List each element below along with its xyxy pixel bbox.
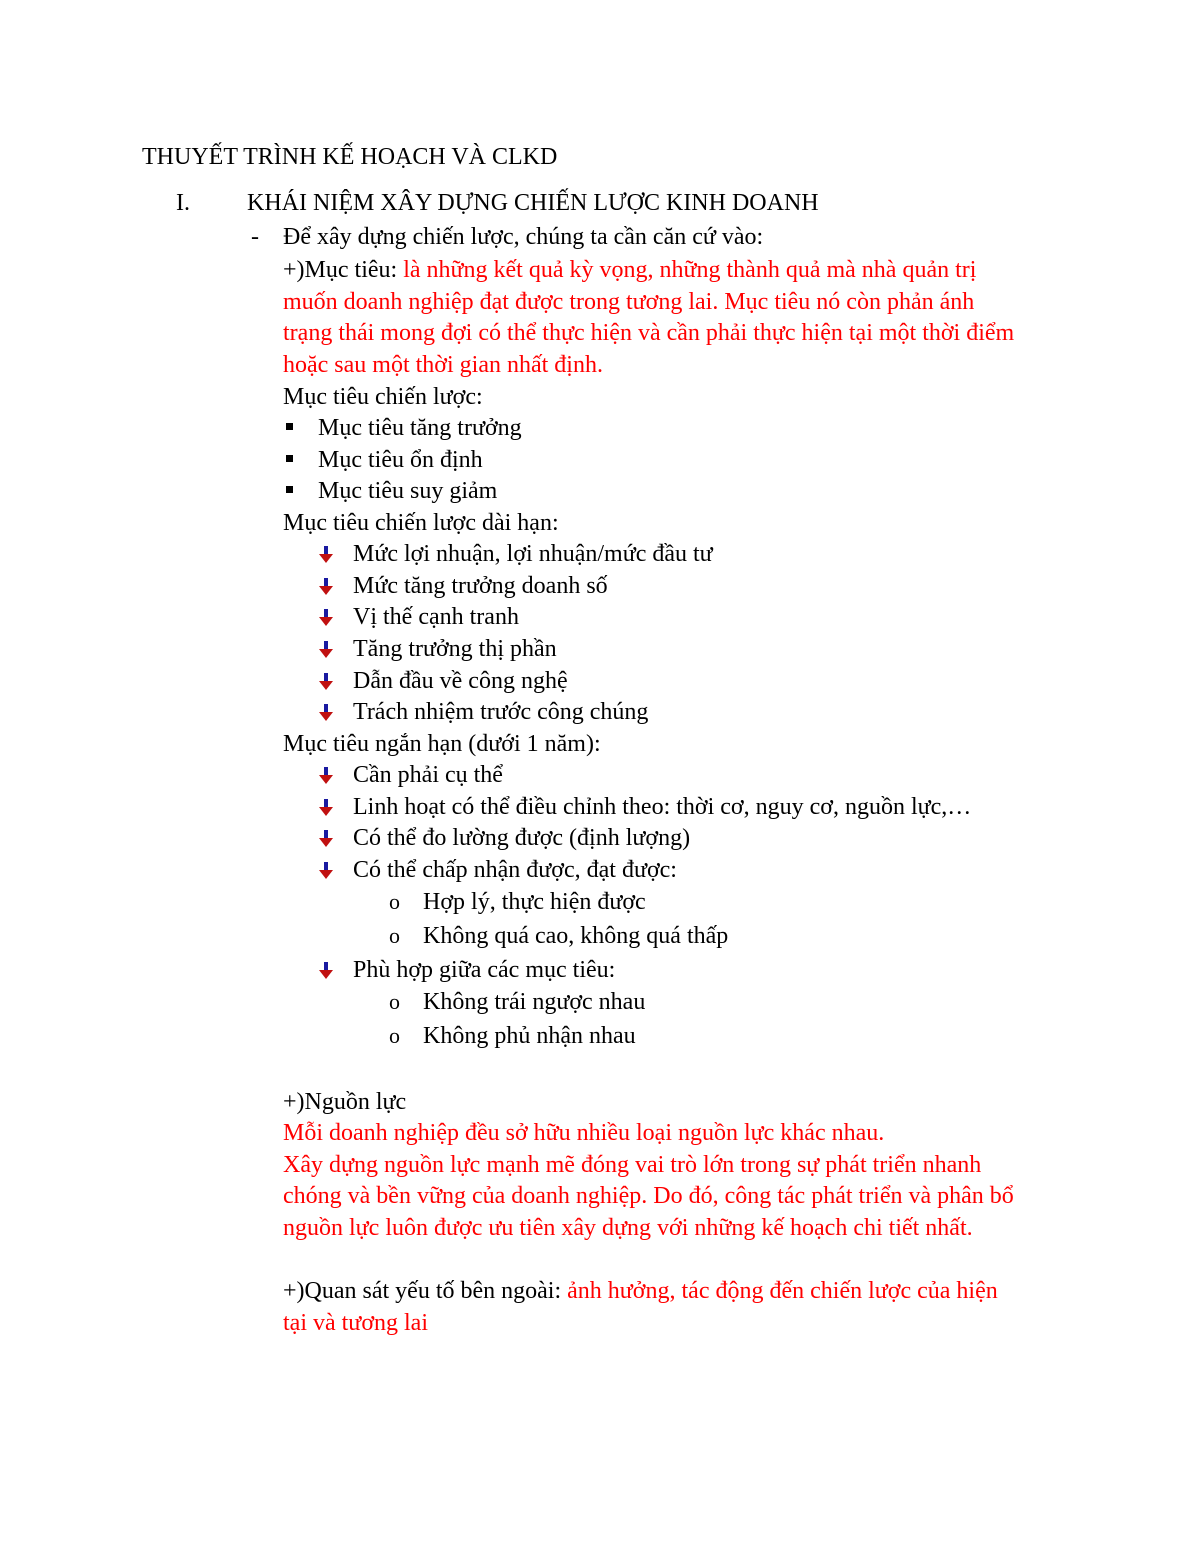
section-number: I. xyxy=(176,190,190,216)
nguon-luc-line-1: Mỗi doanh nghiệp đều sở hữu nhiều loại nguồn lực khác nhau. xyxy=(283,1120,885,1146)
list-item: Dẫn đầu về công nghệ xyxy=(353,668,568,694)
down-arrow-icon xyxy=(319,641,333,659)
muc-tieu-line-3: trạng thái mong đợi có thể thực hiện và cần phải thực hiện tại một thời điểm xyxy=(283,320,1015,346)
intro-text: Để xây dựng chiến lược, chúng ta cần căn cứ vào: xyxy=(283,224,764,250)
list-item: Phù hợp giữa các mục tiêu: xyxy=(353,957,616,983)
list-item: Tăng trưởng thị phần xyxy=(353,636,557,662)
square-bullet-icon xyxy=(286,455,293,462)
down-arrow-icon xyxy=(319,862,333,880)
muc-tieu-label: +)Mục tiêu: xyxy=(283,257,404,283)
ngan-han-label: Mục tiêu ngắn hạn (dưới 1 năm): xyxy=(283,731,601,757)
list-item: Mục tiêu tăng trưởng xyxy=(318,415,522,441)
quan-sat-label: +)Quan sát yếu tố bên ngoài: xyxy=(283,1278,568,1304)
list-item: Vị thế cạnh tranh xyxy=(353,604,519,630)
sub-list-item: Không phủ nhận nhau xyxy=(423,1023,636,1049)
nguon-luc-label: +)Nguồn lực xyxy=(283,1089,407,1115)
list-item: Có thể chấp nhận được, đạt được: xyxy=(353,857,677,883)
down-arrow-icon xyxy=(319,962,333,980)
muc-tieu-line-4: hoặc sau một thời gian nhất định. xyxy=(283,352,603,378)
quan-sat-line-1 xyxy=(283,1276,998,1306)
list-item: Linh hoạt có thể điều chỉnh theo: thời cơ, nguy cơ, nguồn lực,… xyxy=(353,794,972,820)
list-item: Có thể đo lường được (định lượng) xyxy=(353,825,691,851)
list-item: Trách nhiệm trước công chúng xyxy=(353,699,649,725)
circle-bullet-icon: o xyxy=(389,923,400,948)
circle-bullet-icon: o xyxy=(389,989,400,1014)
down-arrow-icon xyxy=(319,578,333,596)
square-bullet-icon xyxy=(286,486,293,493)
section-heading: KHÁI NIỆM XÂY DỰNG CHIẾN LƯỢC KINH DOANH xyxy=(247,190,819,216)
muc-tieu-text: là những kết quả kỳ vọng, những thành quả mà nhà quản trị xyxy=(403,257,977,283)
chien-luoc-label: Mục tiêu chiến lược: xyxy=(283,384,483,410)
dai-han-label: Mục tiêu chiến lược dài hạn: xyxy=(283,510,559,536)
list-item: Mục tiêu suy giảm xyxy=(318,478,498,504)
list-item: Mức lợi nhuận, lợi nhuận/mức đầu tư xyxy=(353,541,713,567)
list-item: Mức tăng trưởng doanh số xyxy=(353,573,608,599)
down-arrow-icon xyxy=(319,546,333,564)
list-item: Cần phải cụ thể xyxy=(353,762,503,788)
down-arrow-icon xyxy=(319,799,333,817)
down-arrow-icon xyxy=(319,704,333,722)
circle-bullet-icon: o xyxy=(389,1023,400,1048)
muc-tieu-line-2: muốn doanh nghiệp đạt được trong tương lai. Mục tiêu nó còn phản ánh xyxy=(283,289,975,315)
list-item: Mục tiêu ổn định xyxy=(318,447,483,473)
down-arrow-icon xyxy=(319,673,333,691)
circle-bullet-icon: o xyxy=(389,889,400,914)
nguon-luc-line-2: Xây dựng nguồn lực mạnh mẽ đóng vai trò lớn trong sự phát triển nhanh xyxy=(283,1152,982,1178)
quan-sat-text: ảnh hưởng, tác động đến chiến lược của hiện xyxy=(567,1278,998,1304)
sub-list-item: Không trái ngược nhau xyxy=(423,989,646,1015)
down-arrow-icon xyxy=(319,609,333,627)
sub-list-item: Không quá cao, không quá thấp xyxy=(423,923,729,949)
down-arrow-icon xyxy=(319,830,333,848)
document-title: THUYẾT TRÌNH KẾ HOẠCH VÀ CLKD xyxy=(142,144,558,170)
sub-list-item: Hợp lý, thực hiện được xyxy=(423,889,646,915)
dash-bullet: - xyxy=(251,224,259,250)
square-bullet-icon xyxy=(286,423,293,430)
quan-sat-line-2: tại và tương lai xyxy=(283,1310,428,1336)
nguon-luc-line-4: nguồn lực luôn được ưu tiên xây dựng với những kế hoạch chi tiết nhất. xyxy=(283,1215,973,1241)
nguon-luc-line-3: chóng và bền vững của doanh nghiệp. Do đó, công tác phát triển và phân bổ xyxy=(283,1183,1014,1209)
down-arrow-icon xyxy=(319,767,333,785)
muc-tieu-line-1 xyxy=(283,255,976,285)
